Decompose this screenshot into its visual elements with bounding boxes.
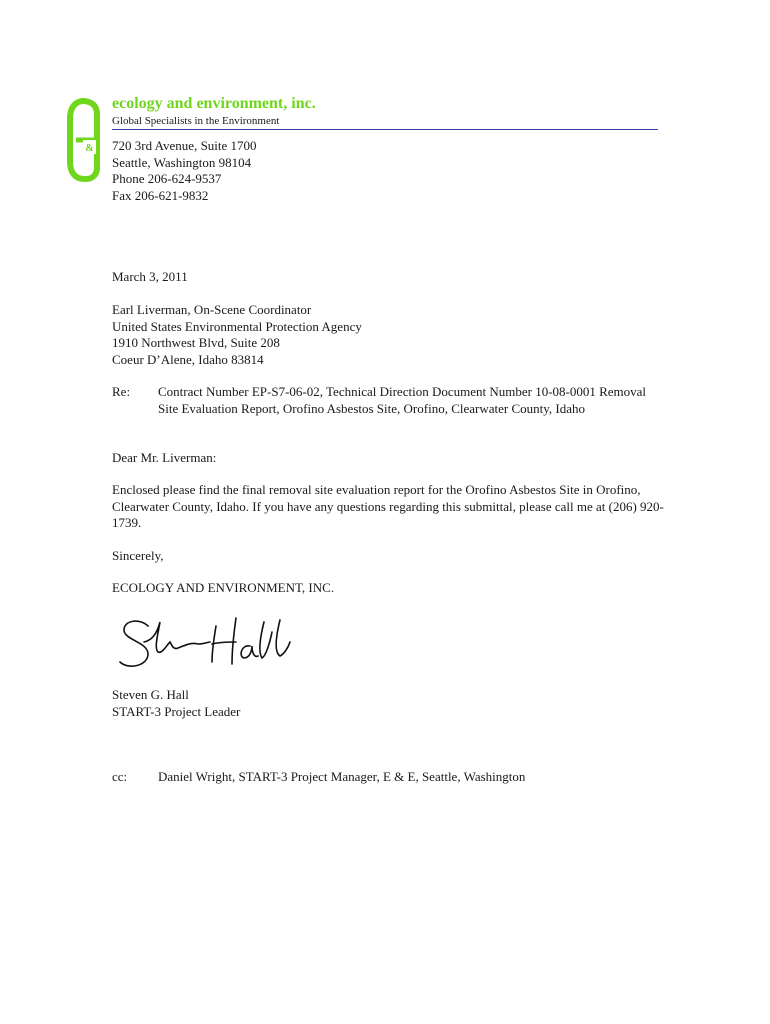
body-paragraph: Enclosed please find the final removal site evaluation report for the Orofino Asbestos Site in Orofino, Clearwater County, Idaho. If you have any questions regarding this submittal, please call me at (206) 920-1739.: [112, 482, 664, 530]
letterhead-rule: [112, 129, 658, 130]
recipient-city: Coeur D’Alene, Idaho 83814: [112, 351, 264, 367]
re-subject: Contract Number EP-S7-06-02, Technical Direction Document Number 10-08-0001 Removal Site Evaluation Report, Orofino Asbestos Site, Orofino, Clearwater County, Idaho: [158, 384, 647, 416]
salutation: Dear Mr. Liverman:: [112, 450, 217, 465]
handwritten-signature: [114, 612, 294, 672]
sender-address: [112, 138, 257, 204]
cc-label: cc:: [112, 769, 128, 784]
firm-name: ECOLOGY AND ENVIRONMENT, INC.: [112, 580, 335, 595]
recipient-street: 1910 Northwest Blvd, Suite 208: [112, 335, 280, 350]
company-tagline: Global Specialists in the Environment: [112, 115, 280, 127]
signer-title: START-3 Project Leader: [112, 703, 241, 719]
re-label: Re:: [112, 384, 131, 399]
company-name: ecology and environment, inc.: [112, 95, 316, 112]
signer-block: [112, 687, 240, 720]
signer-name: Steven G. Hall: [112, 687, 189, 702]
cc-recipient: Daniel Wright, START-3 Project Manager, E & E, Seattle, Washington: [158, 769, 526, 784]
recipient-name: Earl Liverman, On-Scene Coordinator: [112, 302, 312, 317]
closing: Sincerely,: [112, 548, 164, 563]
svg-text:&: &: [85, 143, 94, 154]
recipient-agency: United States Environmental Protection Agency: [112, 318, 362, 334]
sender-city: Seattle, Washington 98104: [112, 154, 252, 170]
recipient-address: [112, 302, 362, 368]
letter-date: March 3, 2011: [112, 269, 188, 284]
sender-phone: Phone 206-624-9537: [112, 171, 222, 186]
company-logo: [66, 96, 102, 184]
sender-street: 720 3rd Avenue, Suite 1700: [112, 138, 257, 153]
sender-fax: Fax 206-621-9832: [112, 187, 209, 203]
